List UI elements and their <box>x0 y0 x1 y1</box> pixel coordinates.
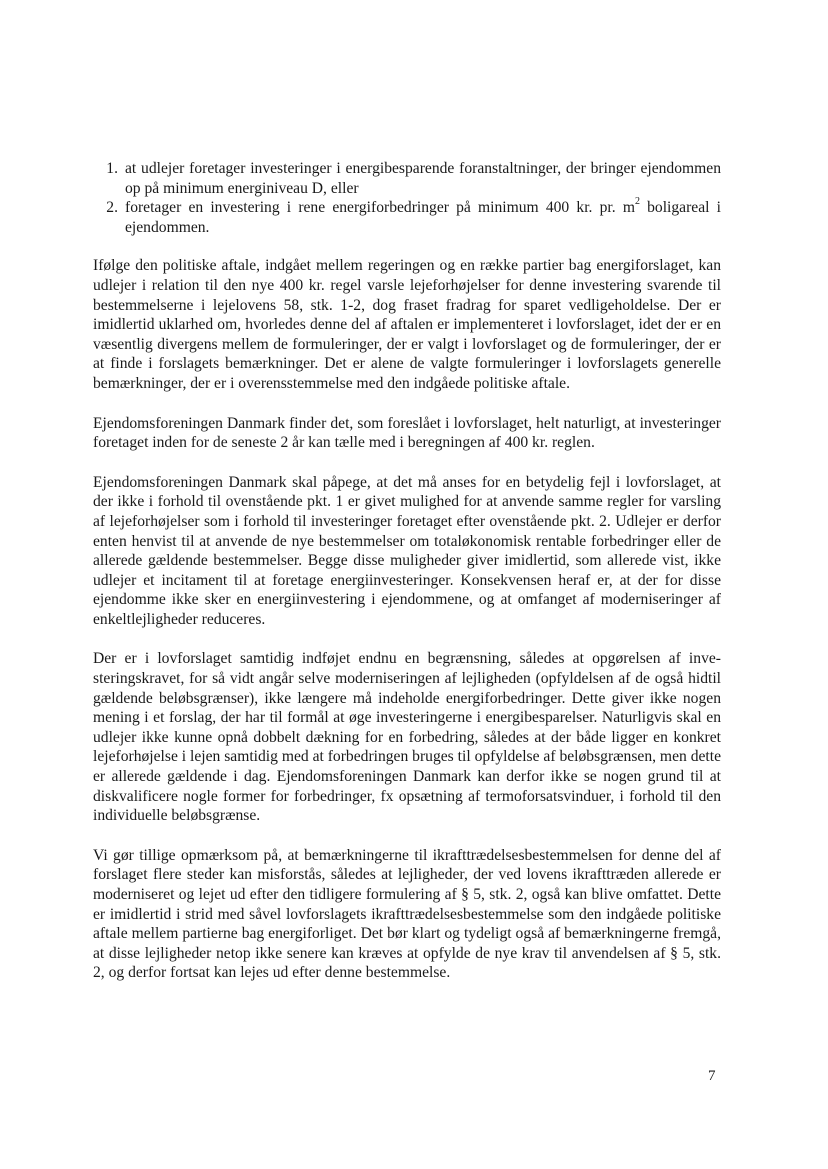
list-item-text: at udlejer foretager investeringer i energibesparende foranstaltninger, der bringer ejendommen op på minimum energiniveau D, eller <box>125 160 721 197</box>
page-content <box>93 159 721 1003</box>
list-item-text <box>125 196 721 236</box>
list-item-text-after: boligareal i ejendommen. <box>125 199 721 236</box>
list-item-number: 2. <box>106 199 118 217</box>
list-item <box>93 198 721 237</box>
list-item <box>93 159 721 198</box>
paragraph: Der er i lovforslaget samtidig indføjet endnu en begrænsning, således at opgørelsen af investeringskravet, for så vidt angår selve moderniseringen af lejligheden (opfyldelsen af de også hidtil gældende beløbsgrænser), ikke længere må indeholde energiforbedringer. Dette giver ikke nogen mening i et forslag, der har til formål at øge investeringerne i energibesparelser. Naturligvis skal en udlejer ikke kunne opnå dobbelt dækning for en forbedring, således at der både ligger en konkret lejeforhøjelse i lejen samtidig med at forbedringen bruges til opfyldelse af beløbsgrænsen, men dette er allerede gældende i dag. Ejendomsforeningen Danmark kan derfor ikke se nogen grund til at diskvalificere nogle former for forbedringer, fx opsætning af termoforsatsvinduer, i forhold til den individuelle beløbsgrænse. <box>93 650 721 825</box>
paragraph: Ifølge den politiske aftale, indgået mellem regeringen og en række partier bag energiforslaget, kan udlejer i relation til den nye 400 kr. regel varsle lejeforhøjelser for denne investering svarende til bestemmelserne i lejelovens 58, stk. 1-2, dog fraset fradrag for sparet vedligeholdelse. Der er imidlertid uklarhed om, hvorledes denne del af aftalen er implementeret i lovforslaget, idet der er en væsentlig divergens mellem de formuleringer, der er valgt i lovforslaget og de formuleringer, der er at finde i forslagets bemærkninger. Det er alene de valgte formuleringer i lovforslagets generelle bemærkninger, der er i overensstemmelse med den indgåede politiske aftale. <box>93 257 721 392</box>
paragraph: Vi gør tillige opmærksom på, at bemærkningerne til ikrafttrædelsesbestemmelsen for denne del af forslaget flere steder kan misforstås, således at lejligheder, der ved lovens ikrafttræden allerede er moderniseret og lejet ud efter den tidligere formulering af § 5, stk. 2, også kan blive omfattet. Dette er imidlertid i strid med såvel lovforslagets ikrafttrædelsesbestemmelse som den indgåede politiske aftale mellem partierne bag energiforliget. Det bør klart og tydeligt også af bemærkningerne fremgå, at disse lejligheder netop ikke senere kan kræves at opfylde de nye krav til anvendelsen af § 5, stk. 2, og derfor fortsat kan lejes ud efter denne bestemmelse. <box>93 846 721 982</box>
page-number: 7 <box>708 1068 716 1084</box>
superscript: 2 <box>634 196 640 207</box>
numbered-list <box>93 159 721 237</box>
paragraph: Ejendomsforeningen Danmark skal påpege, at det må anses for en betydelig fejl i lovforslaget, at der ikke i forhold til ovenstående pkt. 1 er givet mulighed for at anvende samme regler for varsling af lejeforhøjelser som i forhold til investeringer foretaget efter ovenstående pkt. 2. Udlejer er derfor enten henvist til at anvende de nye bestemmelser om totaløkonomisk rentable forbedringer eller de allerede gældende bestemmelser. Begge disse muligheder giver imidlertid, som allerede vist, ikke udlejer et incitament til at foretage energiinvesteringer. Konsekvensen heraf er, at der for disse ejendomme ikke sker en energiinvestering i ejendommene, og at omfanget af moderniseringer af enkeltlejligheder reduceres. <box>93 473 721 628</box>
paragraph: Ejendomsforeningen Danmark finder det, som foreslået i lovforslaget, helt naturligt, at investeringer foretaget inden for de seneste 2 år kan tælle med i beregningen af 400 kr. reglen. <box>93 414 721 452</box>
list-item-text-before: foretager en investering i rene energiforbedringer på minimum 400 kr. pr. m <box>125 199 635 217</box>
list-item-number: 1. <box>106 160 118 177</box>
